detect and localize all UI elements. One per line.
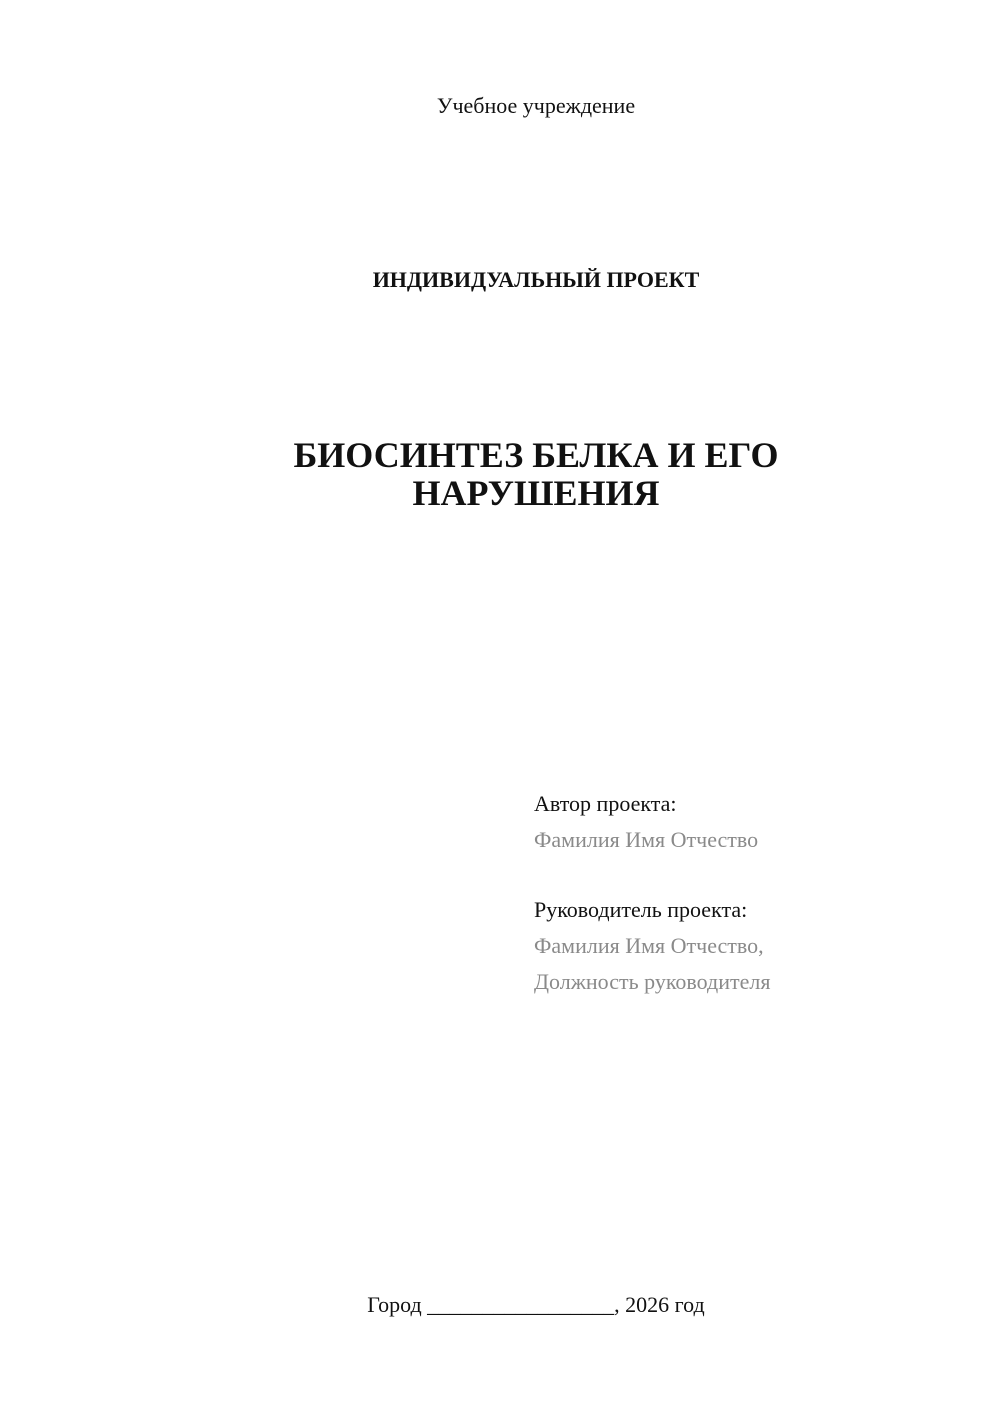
supervisor-block: [534, 892, 974, 1000]
city-year-line: Город _________________, 2026 год: [367, 1292, 705, 1317]
author-block: [534, 786, 974, 858]
project-type-heading: ИНДИВИДУАЛЬНЫЙ ПРОЕКТ: [372, 267, 700, 292]
author-label: Автор проекта:: [534, 791, 677, 816]
project-title-line-2: НАРУШЕНИЯ: [412, 473, 660, 513]
supervisor-name: Фамилия Имя Отчество,: [534, 933, 764, 958]
supervisor-position: Должность руководителя: [534, 969, 771, 994]
author-name: Фамилия Имя Отчество: [534, 827, 759, 852]
institution-name: Учебное учреждение: [436, 93, 636, 118]
supervisor-label: Руководитель проекта:: [534, 897, 748, 922]
project-title-line-1: БИОСИНТЕЗ БЕЛКА И ЕГО: [293, 435, 779, 475]
project-title: [0, 436, 1000, 512]
